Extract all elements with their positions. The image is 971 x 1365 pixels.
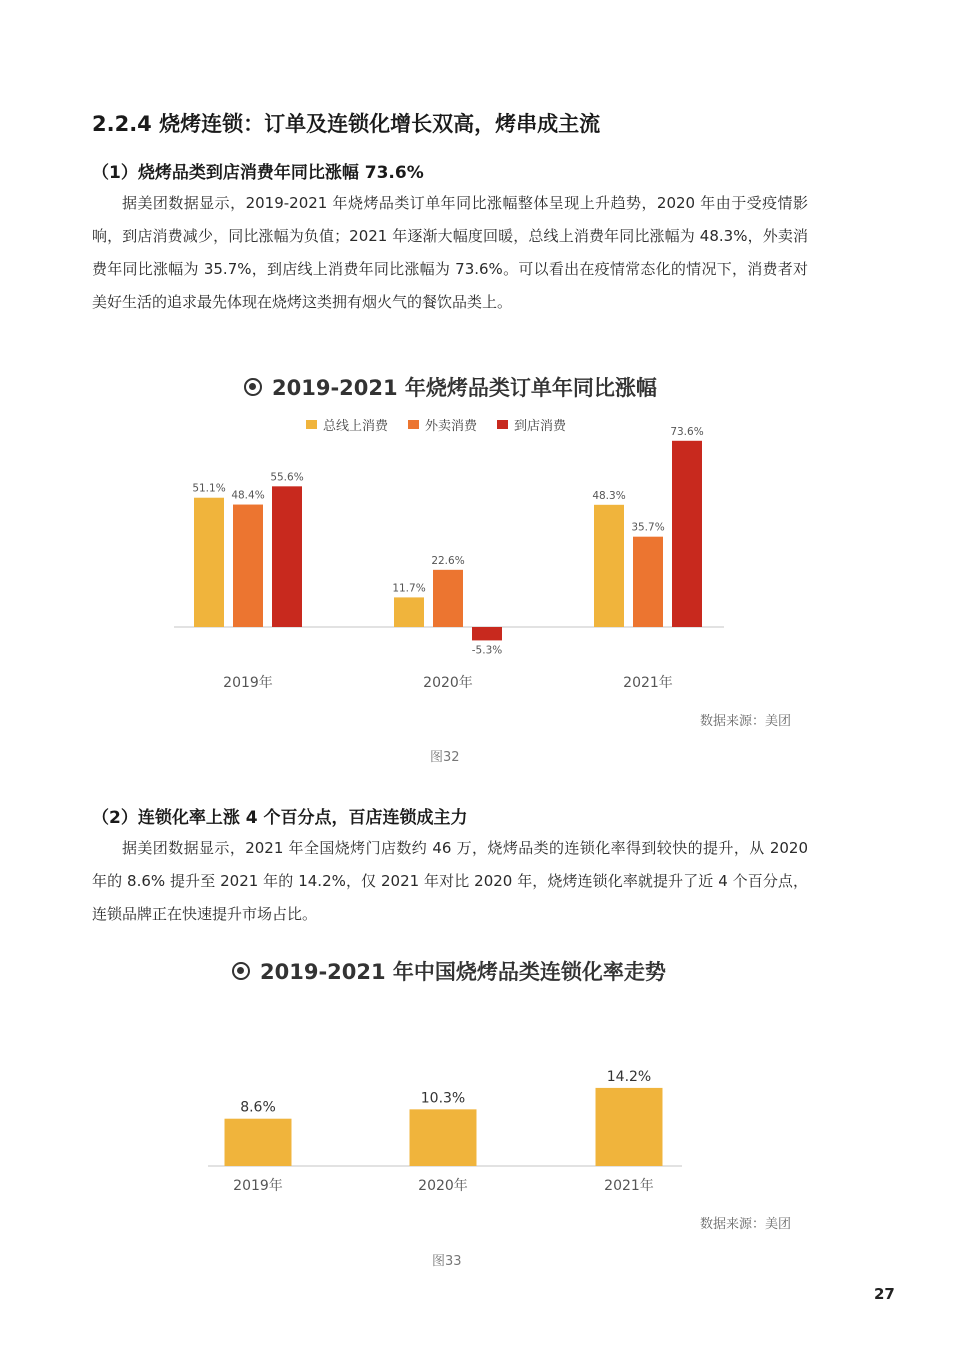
- target-icon: [232, 962, 250, 980]
- bar: [194, 498, 224, 627]
- chart-2-title-text: 2019-2021 年中国烧烤品类连锁化率走势: [260, 960, 666, 984]
- x-tick-label: 2021年: [623, 675, 673, 691]
- paragraph-text: 据美团数据显示，2021 年全国烧烤门店数约 46 万，烧烤品类的连锁化率得到较快的提升，从 2020 年的 8.6% 提升至 2021 年的 14.2%，仅 2021 年对比 2020 年，烧烤连锁化率就提升了近 4 个百分点，连锁品牌正在快速提升市场占比。: [92, 839, 808, 923]
- x-tick-label: 2021年: [604, 1178, 654, 1194]
- bar: [433, 570, 463, 627]
- legend-label: 到店消费: [514, 419, 567, 434]
- bar: [594, 505, 624, 627]
- bar: [225, 1119, 292, 1166]
- chart-1-source: 数据来源：美团: [700, 714, 792, 729]
- x-tick-label: 2019年: [223, 675, 273, 691]
- chart-2-plot: [0, 990, 971, 1205]
- legend-label: 外卖消费: [425, 419, 478, 434]
- data-label: 10.3%: [420, 1090, 466, 1107]
- chart-2-caption: 图33: [432, 1254, 462, 1269]
- subsection-1-title: （1）烧烤品类到店消费年同比涨幅 73.6%: [92, 163, 424, 183]
- x-tick-label: 2020年: [423, 675, 473, 691]
- data-label: -5.3%: [471, 644, 503, 657]
- legend-label: 总线上消费: [323, 419, 389, 434]
- page-number: 27: [874, 1285, 895, 1303]
- data-label: 22.6%: [431, 554, 465, 567]
- bar: [410, 1109, 477, 1166]
- bar: [633, 537, 663, 627]
- section-title: 2.2.4 烧烤连锁：订单及连锁化增长双高，烤串成主流: [92, 112, 601, 136]
- data-label: 55.6%: [270, 471, 304, 484]
- data-label: 48.4%: [231, 489, 265, 502]
- data-label: 14.2%: [606, 1068, 652, 1085]
- x-tick-label: 2020年: [418, 1178, 468, 1194]
- bar: [472, 627, 502, 640]
- x-tick-label: 2019年: [233, 1178, 283, 1194]
- data-label: 51.1%: [192, 482, 226, 495]
- chart-1-caption: 图32: [430, 750, 460, 765]
- data-label: 11.7%: [392, 582, 426, 595]
- data-label: 8.6%: [240, 1099, 276, 1116]
- bar: [394, 597, 424, 627]
- chart-2-source: 数据来源：美团: [700, 1217, 792, 1232]
- subsection-2-paragraph: [92, 832, 808, 931]
- chart-1-title-text: 2019-2021 年烧烤品类订单年同比涨幅: [272, 376, 657, 400]
- subsection-2-title: （2）连锁化率上涨 4 个百分点，百店连锁成主力: [92, 808, 468, 828]
- data-label: 35.7%: [631, 521, 665, 534]
- chart-2-title: [232, 956, 666, 986]
- bar: [233, 505, 263, 627]
- bar: [272, 486, 302, 627]
- paragraph-text: 据美团数据显示，2019-2021 年烧烤品类订单年同比涨幅整体呈现上升趋势，2020 年由于受疫情影响，到店消费减少，同比涨幅为负值；2021 年逐渐大幅度回暖，总线上消费年同比涨幅为 48.3%，外卖消费年同比涨幅为 35.7%，到店线上消费年同比涨幅为 73.6%。可以看出在疫情常态化的情况下，消费者对美好生活的追求最先体现在烧烤这类拥有烟火气的餐饮品类上。: [92, 194, 808, 311]
- bar: [672, 441, 702, 627]
- data-label: 48.3%: [592, 489, 626, 502]
- data-label: 73.6%: [670, 425, 704, 438]
- bar: [596, 1088, 663, 1166]
